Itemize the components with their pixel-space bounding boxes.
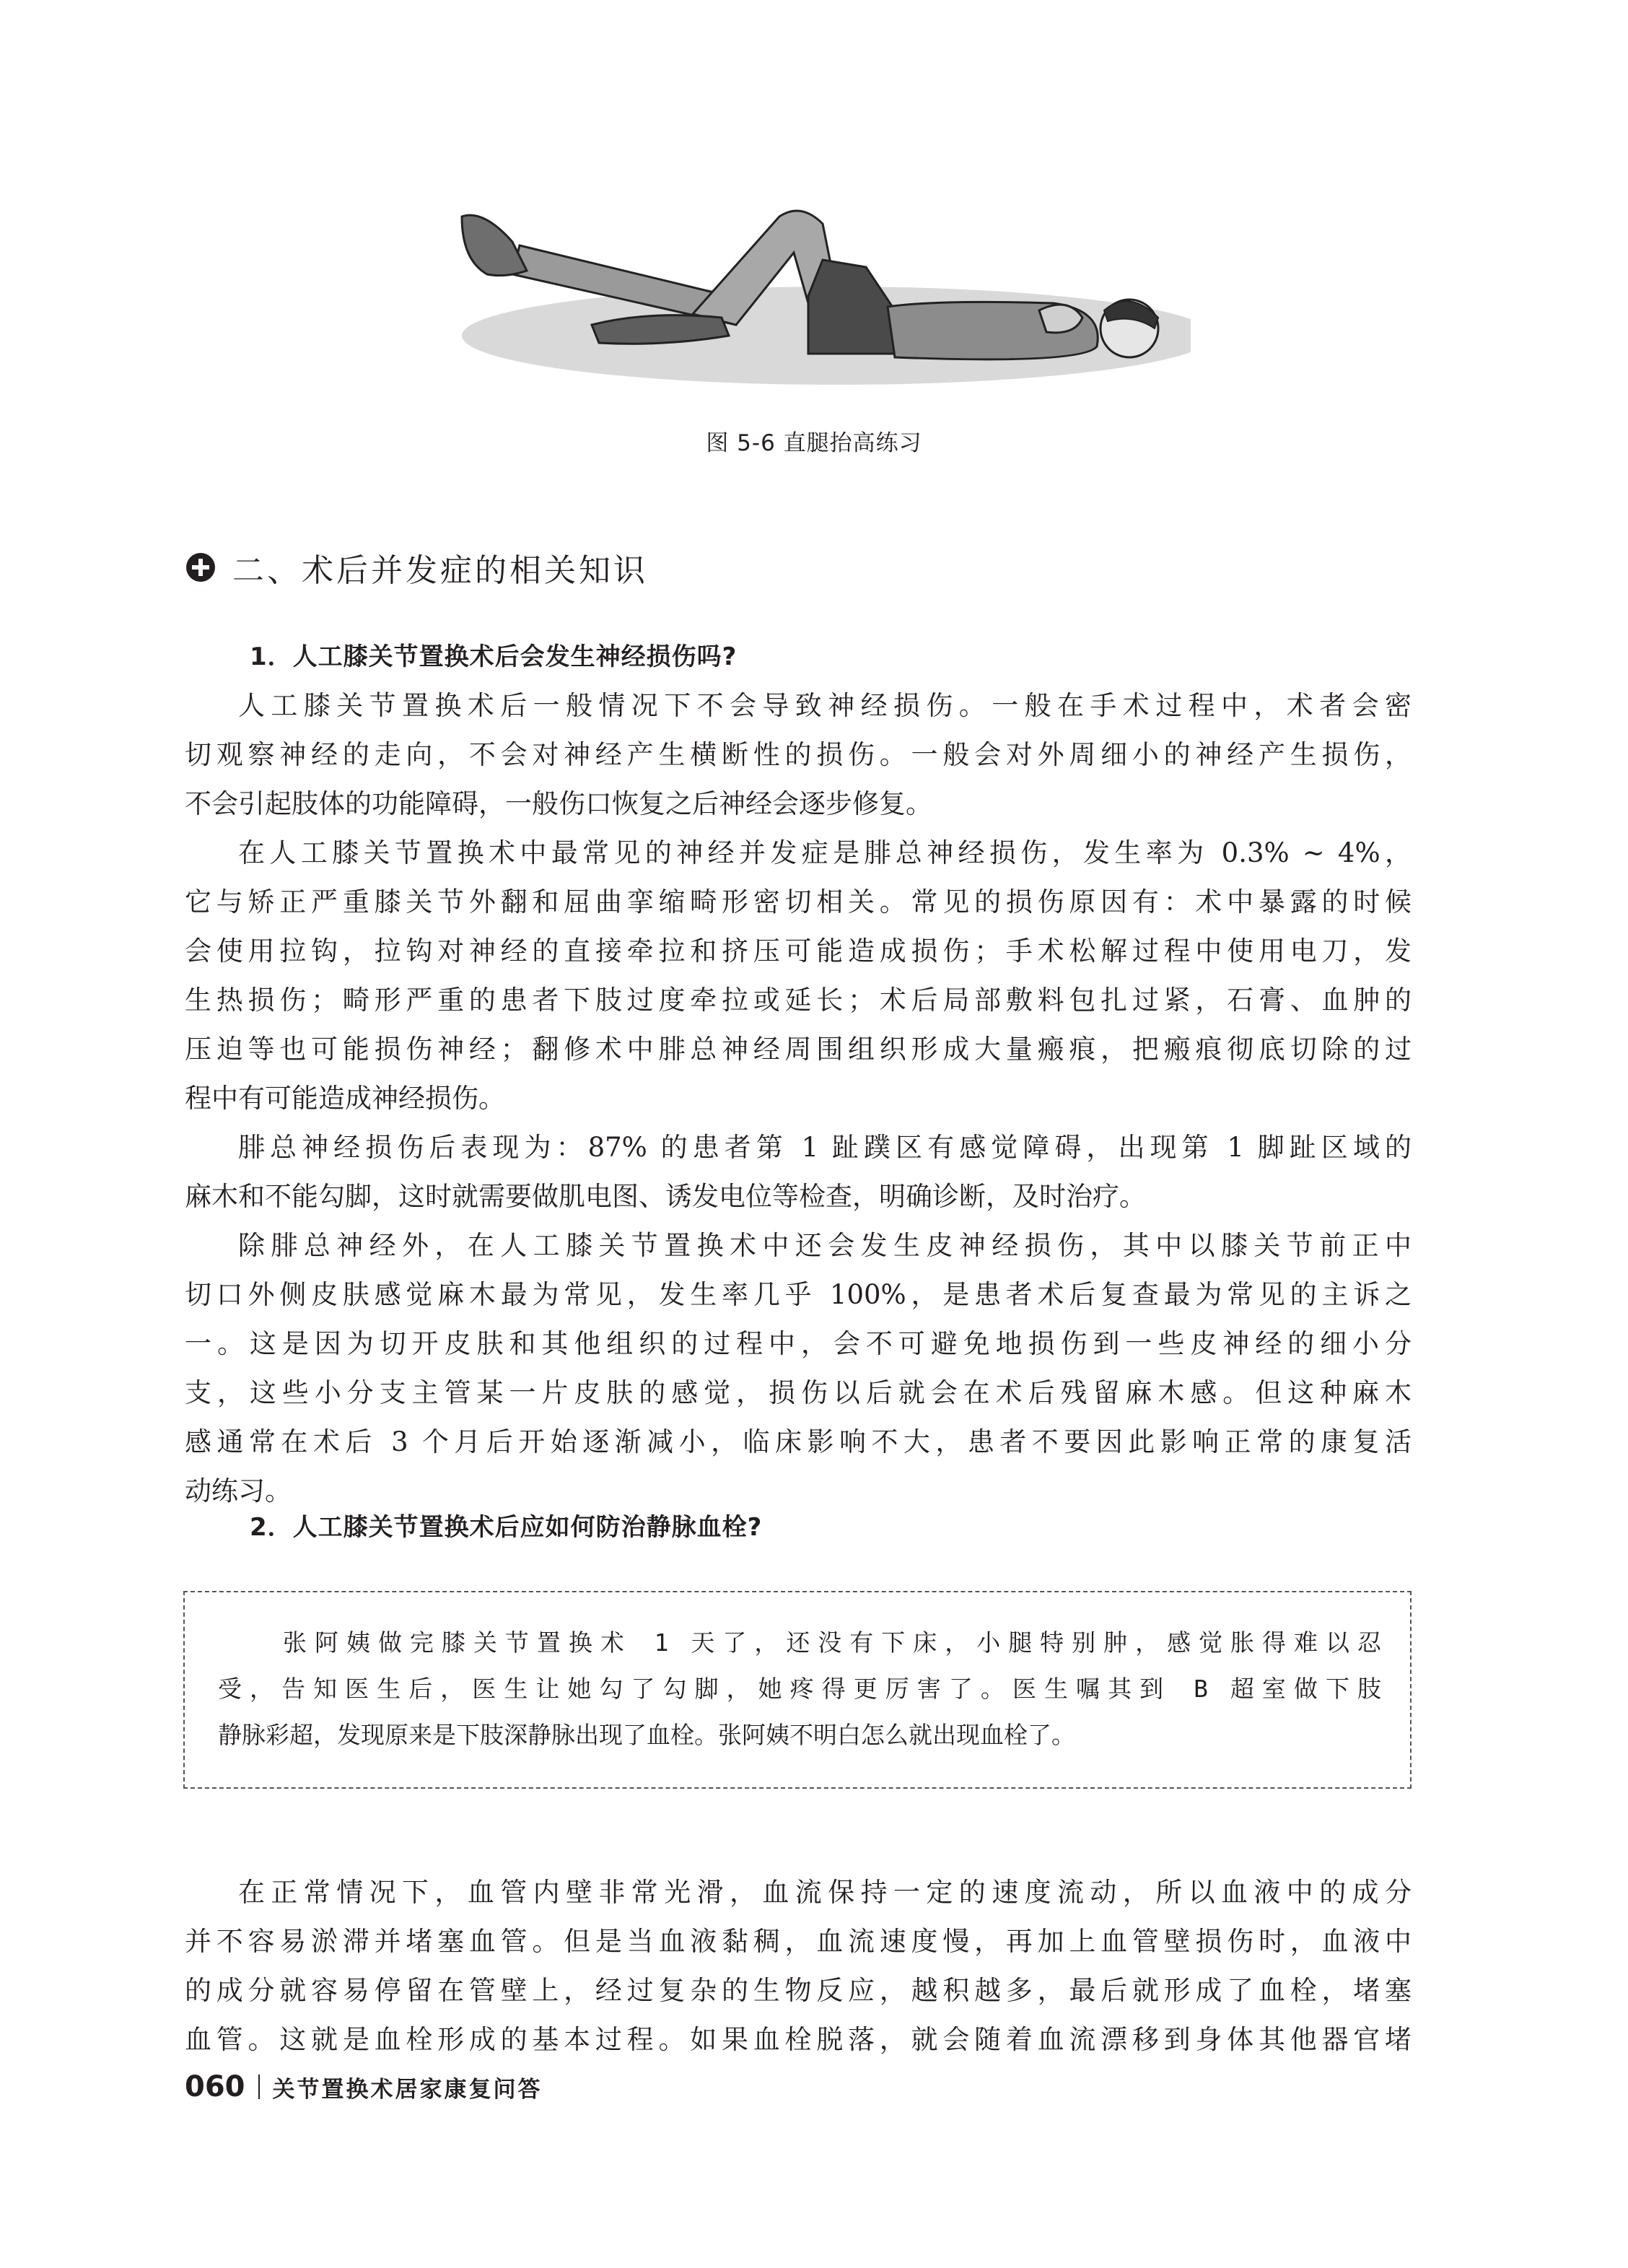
text-line: 支，这些小分支主管某一片皮肤的感觉，损伤以后就会在术后残留麻木感。但这种麻木 xyxy=(185,1377,1412,1408)
text-line: 除腓总神经外，在人工膝关节置换术中还会发生皮神经损伤，其中以膝关节前正中 xyxy=(238,1230,1412,1261)
text-line: 血管。这就是血栓形成的基本过程。如果血栓脱落，就会随着血流漂移到身体其他器官堵 xyxy=(185,2024,1412,2055)
text-line: 在人工膝关节置换术中最常见的神经并发症是腓总神经损伤，发生率为 0.3% ~ 4%， xyxy=(238,837,1412,868)
question-1-title: 1．人工膝关节置换术后会发生神经损伤吗? xyxy=(250,642,738,671)
q1-paragraph-1 xyxy=(185,681,1412,829)
section-heading xyxy=(185,540,648,595)
case-line: 张阿姨做完膝关节置换术 1 天了，还没有下床，小腿特别肿，感觉胀得难以忍 xyxy=(283,1628,1381,1657)
q1-paragraph-4 xyxy=(185,1221,1412,1516)
case-line: 静脉彩超，发现原来是下肢深静脉出现了血栓。张阿姨不明白怎么就出现血栓了。 xyxy=(218,1721,1075,1749)
text-line: 程中有可能造成神经损伤。 xyxy=(185,1083,505,1114)
case-line: 受，告知医生后，医生让她勾了勾脚，她疼得更厉害了。医生嘱其到 B 超室做下肢 xyxy=(218,1675,1381,1703)
text-line: 感通常在术后 3 个月后开始逐渐减小，临床影响不大，患者不要因此影响正常的康复活 xyxy=(185,1426,1412,1457)
text-line: 的成分就容易停留在管壁上，经过复杂的生物反应，越积越多，最后就形成了血栓，堵塞 xyxy=(185,1975,1412,2006)
text-line: 一。这是因为切开皮肤和其他组织的过程中，会不可避免地损伤到一些皮神经的细小分 xyxy=(185,1328,1412,1359)
raised-foot xyxy=(462,215,527,275)
bent-leg-foot xyxy=(592,315,729,344)
question-2-title: 2．人工膝关节置换术后应如何防治静脉血栓? xyxy=(250,1513,763,1542)
page-footer xyxy=(185,2070,543,2103)
footer-divider xyxy=(258,2075,260,2099)
page-number: 060 xyxy=(185,2070,245,2103)
case-study-box xyxy=(183,1591,1412,1789)
text-line: 动练习。 xyxy=(185,1475,292,1506)
text-line: 切观察神经的走向，不会对神经产生横断性的损伤。一般会对外周细小的神经产生损伤， xyxy=(185,739,1412,770)
text-line: 生热损伤；畸形严重的患者下肢过度牵拉或延长；术后局部敷料包扎过紧，石膏、血肿的 xyxy=(185,985,1412,1016)
text-line: 不会引起肢体的功能障碍，一般伤口恢复之后神经会逐步修复。 xyxy=(185,788,932,819)
text-line: 腓总神经损伤后表现为：87% 的患者第 1 趾蹼区有感觉障碍，出现第 1 脚趾区域的 xyxy=(238,1132,1412,1163)
plus-circle-icon xyxy=(185,551,216,583)
text-line: 压迫等也可能损伤神经；翻修术中腓总神经周围组织形成大量瘢痕，把瘢痕彻底切除的过 xyxy=(185,1034,1412,1065)
figure-caption: 图 5-6 直腿抬高练习 xyxy=(706,430,922,456)
q1-paragraph-3 xyxy=(185,1123,1412,1221)
text-line: 麻木和不能勾脚，这时就需要做肌电图、诱发电位等检查，明确诊断，及时治疗。 xyxy=(185,1181,1146,1212)
text-line: 人工膝关节置换术后一般情况下不会导致神经损伤。一般在手术过程中，术者会密 xyxy=(238,690,1412,721)
text-line: 并不容易淤滞并堵塞血管。但是当血液黏稠，血流速度慢，再加上血管壁损伤时，血液中 xyxy=(185,1926,1412,1957)
book-title: 关节置换术居家康复问答 xyxy=(272,2076,543,2103)
q2-paragraph-1 xyxy=(185,1868,1412,2064)
q1-paragraph-2 xyxy=(185,829,1412,1123)
text-line: 会使用拉钩，拉钩对神经的直接牵拉和挤压可能造成损伤；手术松解过程中使用电刀，发 xyxy=(185,935,1412,967)
text-line: 切口外侧皮肤感觉麻木最为常见，发生率几乎 100%，是患者术后复查最为常见的主诉之 xyxy=(185,1279,1412,1310)
shorts xyxy=(808,260,895,354)
text-line: 它与矫正严重膝关节外翻和屈曲挛缩畸形密切相关。常见的损伤原因有：术中暴露的时候 xyxy=(185,886,1412,917)
text-line: 在正常情况下，血管内壁非常光滑，血流保持一定的速度流动，所以血液中的成分 xyxy=(238,1877,1412,1908)
straight-leg-raise-illustration xyxy=(433,173,1191,390)
section-title: 二、术后并发症的相关知识 xyxy=(232,552,648,589)
